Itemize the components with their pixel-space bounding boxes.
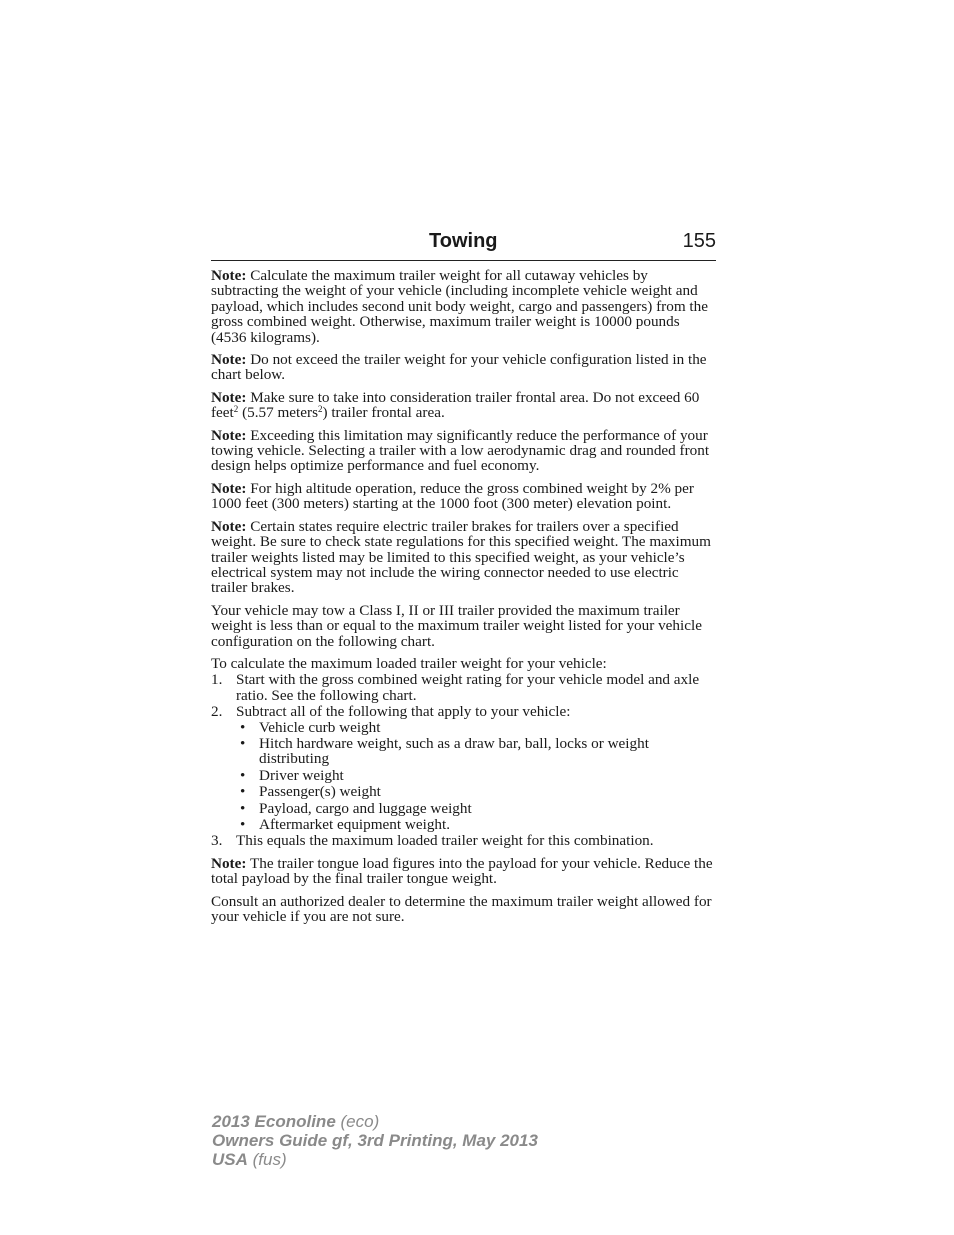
note-performance — [211, 428, 716, 474]
superscript: 2 — [233, 404, 239, 415]
page-header — [211, 228, 716, 261]
note-label: Note: — [211, 267, 247, 284]
note-high-altitude — [211, 481, 716, 512]
note-label: Note: — [211, 479, 247, 497]
note-text: Make sure to take into consideration trailer frontal area. Do not exceed 60 feet — [211, 388, 700, 422]
step-text: Subtract all of the following that apply to your vehicle: — [236, 703, 571, 721]
bullet-icon: • — [240, 734, 246, 752]
footer-guide: Owners Guide gf, 3rd Printing, May 2013 — [212, 1131, 538, 1150]
note-text: The trailer tongue load figures into the payload for your vehicle. Reduce the total payload by the final trailer tongue weight. — [211, 854, 713, 888]
bullet-icon: • — [240, 718, 246, 736]
list-item — [236, 801, 716, 816]
calc-intro: To calculate the maximum loaded trailer weight for your vehicle: — [211, 654, 607, 672]
note-frontal-area — [211, 390, 716, 421]
footer-model-code: (eco) — [335, 1112, 380, 1131]
list-item — [236, 784, 716, 799]
list-item-text: Hitch hardware weight, such as a draw bar, ball, locks or weight distributing — [259, 734, 649, 768]
footer-market-line — [212, 1150, 538, 1169]
note-label: Note: — [211, 517, 247, 535]
footer-market-code: (fus) — [247, 1150, 287, 1169]
step-text: Start with the gross combined weight rating for your vehicle model and axle ratio. See the following chart. — [236, 671, 700, 704]
page-content — [211, 268, 716, 931]
list-item-text: Vehicle curb weight — [259, 718, 381, 736]
note-label: Note: — [211, 426, 247, 444]
footer-model: 2013 Econoline — [212, 1112, 336, 1131]
note-electric-brakes — [211, 519, 716, 596]
footer-model-line — [212, 1112, 538, 1131]
page-footer — [212, 1112, 538, 1169]
note-text: Calculate the maximum trailer weight for all cutaway vehicles by subtracting the weight of your vehicle (including incomplete vehicle weight and payload, which includes second unit body weight, cargo and passengers) from the gross combined weight. Otherwise, maximum trailer weight is 10000 pounds (4536 kilograms). — [211, 267, 708, 346]
list-item-text: Aftermarket equipment weight. — [259, 816, 451, 833]
list-item — [236, 817, 716, 832]
list-item-text: Payload, cargo and luggage weight — [259, 799, 472, 817]
list-item-text: Driver weight — [259, 766, 344, 784]
section-title: Towing — [429, 230, 498, 252]
list-item — [236, 768, 716, 783]
page-number: 155 — [682, 230, 716, 252]
note-tongue-load — [211, 856, 716, 887]
step-item — [211, 704, 716, 832]
superscript: 2 — [317, 404, 323, 415]
note-text: Certain states require electric trailer brakes for trailers over a specified weight. Be sure to check state regulations for this specified weight. The maximum trailer weights listed may be limited to this specified weight, as your vehicle’s electrical system may not include the wiring connector needed to use electric trailer brakes. — [211, 517, 711, 597]
step-number: 2. — [211, 703, 223, 721]
step-text: This equals the maximum loaded trailer weight for this combination. — [236, 832, 654, 850]
bullet-icon: • — [240, 766, 246, 784]
dealer-paragraph: Consult an authorized dealer to determine the maximum trailer weight allowed for your vehicle if you are not sure. — [211, 892, 712, 926]
note-label: Note: — [211, 388, 247, 406]
note-text: Do not exceed the trailer weight for your vehicle configuration listed in the chart below. — [211, 351, 707, 384]
footer-guide-line — [212, 1131, 538, 1150]
subtract-list — [236, 720, 716, 833]
note-label: Note: — [211, 351, 247, 369]
note-label: Note: — [211, 854, 247, 872]
note-text: Exceeding this limitation may significantly reduce the performance of your towing vehicle. Selecting a trailer with a low aerodynamic drag and rounded front design helps optimize performance and fuel economy. — [211, 426, 710, 475]
list-item-text: Passenger(s) weight — [259, 783, 381, 801]
note-trailer-weight — [211, 352, 716, 383]
step-number: 3. — [211, 832, 223, 850]
list-item — [236, 720, 716, 735]
class-paragraph: Your vehicle may tow a Class I, II or III trailer provided the maximum trailer weight is less than or equal to the maximum trailer weight listed for your vehicle configuration on the following chart. — [211, 601, 702, 650]
note-cutaway — [211, 268, 716, 345]
footer-market: USA — [212, 1150, 248, 1169]
bullet-icon: • — [240, 783, 246, 801]
note-text: (5.57 meters — [238, 404, 318, 422]
note-text: ) trailer frontal area. — [322, 404, 445, 422]
step-item — [211, 833, 716, 848]
note-text: For high altitude operation, reduce the gross combined weight by 2% per 1000 feet (300 meters) starting at the 1000 foot (300 meter) elevation point. — [211, 479, 694, 513]
step-item — [211, 672, 716, 703]
step-number: 1. — [211, 671, 223, 689]
calc-steps — [211, 672, 716, 848]
list-item — [236, 736, 716, 767]
bullet-icon: • — [240, 799, 246, 817]
bullet-icon: • — [240, 816, 246, 833]
